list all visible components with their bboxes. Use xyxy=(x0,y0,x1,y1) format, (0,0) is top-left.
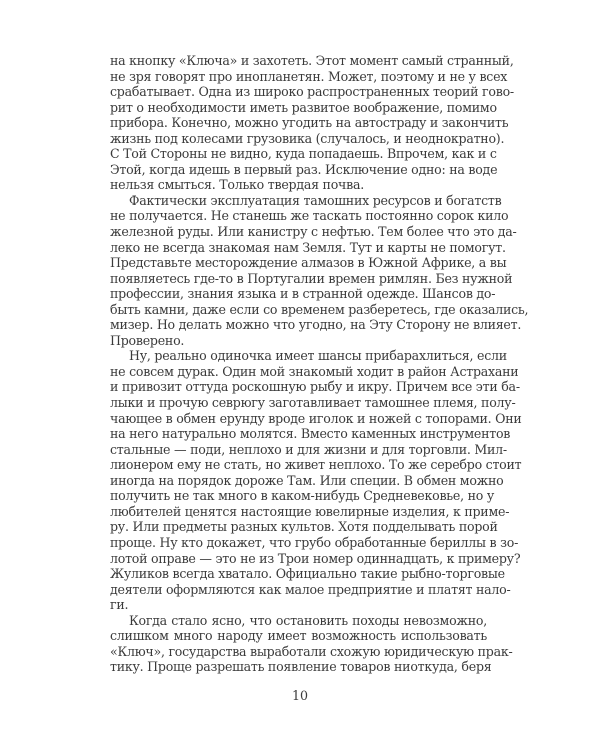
text-line: деятели оформляются как малое предприятие и платят нало- xyxy=(110,581,511,597)
text-line: чающее в обмен ерунду вроде иголок и ножей с топорами. Они xyxy=(110,410,522,426)
text-line: «Ключ», государства выработали схожую юридическую прак- xyxy=(110,643,513,659)
text-line: железной руды. Или канистру с нефтью. Тем более что это да- xyxy=(110,224,517,240)
page-body-text xyxy=(110,53,529,675)
text-line: лотой оправе — это не из Трои номер одиннадцать, к примеру? xyxy=(110,550,521,566)
text-line: слишком много народу имеет возможность использовать xyxy=(110,628,487,644)
text-line: Этой, когда идешь в первый раз. Исключение одно: на воде xyxy=(110,161,498,177)
text-line: ги. xyxy=(110,597,129,613)
text-line: профессии, знания языка и в странной одежде. Шансов до- xyxy=(110,286,496,302)
text-line: Жуликов всегда хватало. Официально такие рыбно-торговые xyxy=(110,566,505,582)
text-line: быть камни, даже если со временем разберетесь, где оказались, xyxy=(110,301,529,317)
text-line: и привозит оттуда роскошную рыбу и икру. Причем все эти ба- xyxy=(110,379,520,395)
text-line: на него натурально молятся. Вместо каменных инструментов xyxy=(110,426,511,442)
paragraph xyxy=(110,348,522,613)
text-line: нельзя смыться. Только твердая почва. xyxy=(110,177,364,193)
text-line: рит о необходимости иметь развитое воображение, помимо xyxy=(110,99,497,115)
text-line: мизер. Но делать можно что угодно, на Эту Сторону не влияет. xyxy=(110,317,522,333)
text-line: не получается. Не станешь же таскать постоянно сорок кило xyxy=(110,208,509,224)
text-line: срабатывает. Одна из широко распространенных теорий гово- xyxy=(110,84,514,100)
text-line: прибора. Конечно, можно угодить на автостраду и закончить xyxy=(110,115,509,131)
text-line: Фактически эксплуатация тамошних ресурсов и богатств xyxy=(129,192,502,208)
text-line: жизнь под колесами грузовика (случалось, и неоднократно). xyxy=(110,130,505,146)
text-line: ру. Или предметы разных культов. Хотя подделывать порой xyxy=(110,519,498,535)
paragraph xyxy=(110,192,529,348)
text-line: получить не так много в каком-нибудь Средневековье, но у xyxy=(110,488,495,504)
text-line: появляетесь где-то в Португалии времен римлян. Без нужной xyxy=(110,270,513,286)
text-line: тику. Проще разрешать появление товаров ниоткуда, беря xyxy=(110,659,492,675)
text-line: на кнопку «Ключа» и захотеть. Этот момент самый странный, xyxy=(110,53,514,68)
text-line: любителей ценятся настоящие ювелирные изделия, к приме- xyxy=(110,503,510,519)
text-line: не зря говорят про инопланетян. Может, поэтому и не у всех xyxy=(110,68,508,84)
page-number: 10 xyxy=(291,688,309,703)
text-line: С Той Стороны не видно, куда попадаешь. Впрочем, как и с xyxy=(110,146,497,162)
text-line: леко не всегда знакомая нам Земля. Тут и карты не помогут. xyxy=(110,239,506,255)
text-line: проще. Ну кто докажет, что грубо обработанные бериллы в зо- xyxy=(110,534,519,550)
text-line: Представьте месторождение алмазов в Южной Африке, а вы xyxy=(110,255,507,271)
text-line: лионером ему не стать, но живет неплохо. То же серебро стоит xyxy=(110,457,522,473)
text-line: лыки и прочую севрюгу заготавливает тамошнее племя, полу- xyxy=(110,395,516,411)
text-line: Когда стало ясно, что остановить походы невозможно, xyxy=(129,612,487,628)
text-line: иногда на порядок дороже Там. Или специи. В обмен можно xyxy=(110,472,504,488)
paragraph xyxy=(110,53,514,193)
text-line: не совсем дурак. Один мой знакомый ходит в район Астрахани xyxy=(110,363,519,379)
text-line: Ну, реально одиночка имеет шансы прибарахлиться, если xyxy=(129,348,507,364)
text-line: Проверено. xyxy=(110,332,185,348)
paragraph xyxy=(110,612,513,675)
text-line: стальные — поди, неплохо и для жизни и для торговли. Мил- xyxy=(110,441,507,457)
